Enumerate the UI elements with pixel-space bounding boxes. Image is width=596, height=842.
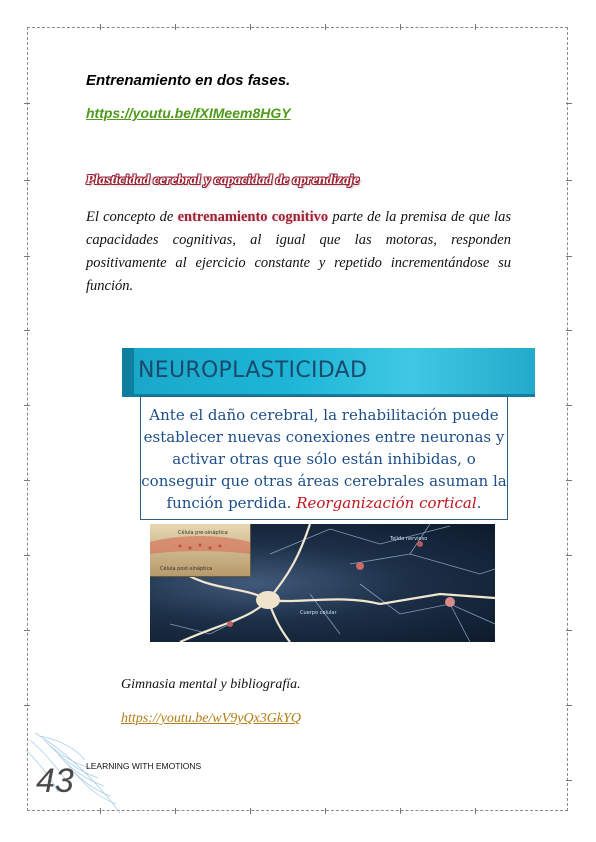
margin-tick [400, 808, 401, 814]
paragraph-text-start: El concepto de [86, 209, 178, 225]
margin-tick [250, 808, 251, 814]
margin-tick [400, 24, 401, 30]
margin-tick [566, 480, 572, 481]
margin-tick [24, 480, 30, 481]
paragraph-text-end: parte de la premisa de que las capacidades cognitivas, al igual que las motoras, responden positivamente al ejercicio constante y repetido incrementándose su función. [86, 209, 511, 294]
margin-tick [24, 555, 30, 556]
section-heading: Plasticidad cerebral y capacidad de aprendizaje [86, 173, 360, 188]
nervous-tissue-label: Tejido nervioso [390, 536, 428, 542]
margin-tick [100, 24, 101, 30]
margin-tick [566, 405, 572, 406]
neuron-cell-body [256, 591, 280, 609]
definition-text: Ante el daño cerebral, la rehabilitación puede establecer nuevas conexiones entre neuronas y activar otras que sólo están inhibidas, o conseguir que otras áreas cerebrales asuman la función perdida. [141, 406, 507, 512]
margin-tick [566, 256, 572, 257]
margin-tick [566, 330, 572, 331]
margin-tick [475, 24, 476, 30]
presynaptic-label: Célula pre-sináptica [178, 530, 228, 536]
margin-tick [566, 180, 572, 181]
margin-tick [24, 330, 30, 331]
margin-tick [175, 808, 176, 814]
postsynaptic-label: Célula post-sináptica [160, 566, 213, 572]
neuroplasticity-banner [122, 348, 535, 394]
banner-title: NEUROPLASTICIDAD [138, 358, 368, 383]
margin-tick [325, 24, 326, 30]
definition-emphasis: Reorganización cortical [296, 494, 477, 512]
youtube-link-1[interactable]: https://youtu.be/fXIMeem8HGY [86, 105, 291, 121]
neuron-illustration [150, 524, 495, 642]
margin-tick [325, 808, 326, 814]
cell-body-label: Cuerpo celular [300, 610, 337, 616]
margin-tick [24, 256, 30, 257]
margin-tick [250, 24, 251, 30]
banner-accent [122, 348, 134, 394]
footer-label: LEARNING WITH EMOTIONS [86, 761, 202, 771]
definition-box [140, 396, 508, 520]
margin-tick [24, 405, 30, 406]
margin-tick [566, 555, 572, 556]
margin-tick [24, 103, 30, 104]
margin-tick [24, 705, 30, 706]
margin-tick [566, 705, 572, 706]
definition-end: . [476, 494, 482, 512]
subsection-title: Gimnasia mental y bibliografía. [121, 677, 301, 692]
body-paragraph [86, 206, 511, 298]
margin-tick [566, 103, 572, 104]
highlighted-term: entrenamiento cognitivo [177, 209, 329, 225]
margin-tick [175, 24, 176, 30]
margin-tick [566, 630, 572, 631]
margin-tick [566, 780, 572, 781]
margin-tick [24, 180, 30, 181]
page-number: 43 [36, 762, 74, 800]
margin-tick [24, 630, 30, 631]
youtube-link-2[interactable]: https://youtu.be/wV9yQx3GkYQ [121, 711, 302, 726]
margin-tick [475, 808, 476, 814]
section-title: Entrenamiento en dos fases. [86, 72, 291, 89]
